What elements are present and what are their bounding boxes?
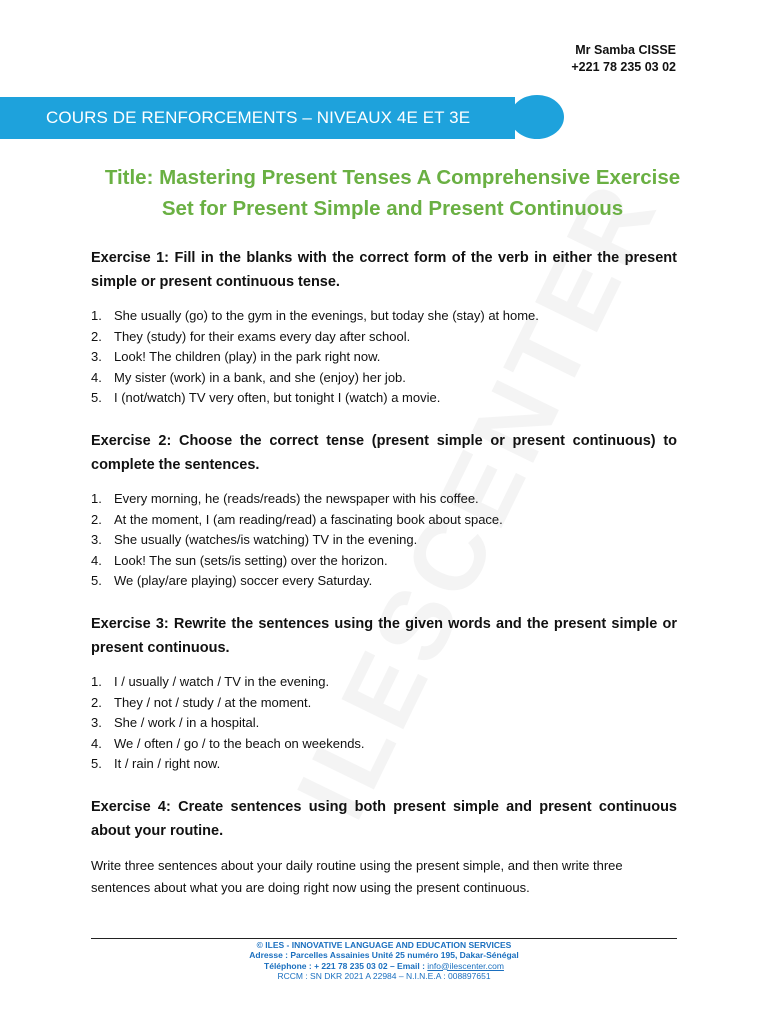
- exercise-4-instructions: Write three sentences about your daily routine using the present simple, and then write three sentences about what you are doing right now using the present continuous.: [91, 857, 623, 895]
- list-number: 5.: [91, 756, 102, 772]
- course-banner: COURS DE RENFORCEMENTS – NIVEAUX 4E ET 3E: [0, 97, 515, 139]
- list-item-text: She / work / in a hospital.: [114, 715, 260, 731]
- list-number: 1.: [91, 308, 102, 323]
- list-item-text: At the moment, I (am reading/read) a fascinating book about space.: [114, 511, 503, 527]
- list-item-text: It / rain / right now.: [114, 756, 221, 772]
- exercise-3-heading: Exercise 3: Rewrite the sentences using the given words and the present simple or present continuous.: [91, 615, 677, 656]
- exercise-4-heading: Exercise 4: Create sentences using both present simple and present continuous about your routine.: [91, 798, 677, 839]
- list-item-text: Every morning, he (reads/reads) the newspaper with his coffee.: [114, 490, 479, 506]
- exercise-1-heading: Exercise 1: Fill in the blanks with the correct form of the verb in either the present simple or present continuous tense.: [91, 250, 677, 290]
- list-item: [91, 734, 677, 755]
- list-item: [91, 327, 677, 348]
- list-number: 1.: [91, 490, 102, 506]
- list-item-text: Look! The sun (sets/is setting) over the horizon.: [114, 552, 388, 568]
- list-item: [91, 713, 677, 734]
- list-item-text: I / usually / watch / TV in the evening.: [114, 673, 330, 689]
- page-title: [60, 162, 725, 224]
- list-item-text: I (not/watch) TV very often, but tonight I (watch) a movie.: [114, 390, 441, 406]
- footer-divider: [91, 938, 677, 939]
- list-number: 2.: [91, 328, 102, 344]
- exercise-2-heading: Exercise 2: Choose the correct tense (present simple or present continuous) to complete the sentences.: [91, 432, 677, 473]
- list-item: [91, 693, 677, 714]
- exercise-1: [91, 246, 677, 409]
- list-item: [91, 672, 677, 693]
- exercise-2-list: [91, 489, 677, 592]
- list-item: [91, 489, 677, 510]
- list-item-text: My sister (work) in a bank, and she (enjoy) her job.: [114, 369, 406, 385]
- list-item-text: They / not / study / at the moment.: [114, 694, 312, 710]
- list-item: [91, 571, 677, 592]
- list-item: [91, 368, 677, 389]
- list-item: [91, 510, 677, 531]
- list-item: [91, 754, 677, 775]
- list-number: 3.: [91, 349, 102, 365]
- list-number: 3.: [91, 715, 102, 731]
- exercise-2: [91, 429, 677, 592]
- list-number: 4.: [91, 552, 102, 568]
- list-number: 3.: [91, 532, 102, 548]
- footer-organization: © ILES - INNOVATIVE LANGUAGE AND EDUCATION SERVICES: [256, 940, 512, 950]
- list-item: [91, 551, 677, 572]
- list-number: 2.: [91, 694, 102, 710]
- author-phone: +221 78 235 03 02: [571, 60, 676, 74]
- banner-ellipse-decoration: [510, 95, 564, 139]
- footer-phone: Téléphone : + 221 78 235 03 02 – Email :: [264, 960, 428, 971]
- list-item-text: They (study) for their exams every day after school.: [114, 328, 411, 344]
- list-item-text: We (play/are playing) soccer every Saturday.: [114, 573, 373, 589]
- author-block: [571, 42, 676, 76]
- exercise-3-list: [91, 672, 677, 775]
- exercise-1-list: [91, 306, 677, 409]
- list-number: 5.: [91, 390, 102, 406]
- list-item-text: She usually (watches/is watching) TV in the evening.: [114, 532, 418, 548]
- footer-email-link[interactable]: info@ilescenter.com: [427, 960, 504, 971]
- footer-address: Adresse : Parcelles Assainies Unité 25 numéro 195, Dakar-Sénégal: [249, 950, 519, 961]
- list-item: [91, 530, 677, 551]
- list-number: 1.: [91, 673, 102, 689]
- list-item-text: We / often / go / to the beach on weekends.: [114, 735, 365, 751]
- author-name: Mr Samba CISSE: [575, 43, 676, 57]
- list-number: 4.: [91, 735, 102, 751]
- footer-contact: [91, 961, 677, 971]
- title-line-2: Set for Present Simple and Present Continuous: [161, 197, 624, 220]
- footer-registration: RCCM : SN DKR 2021 A 22984 – N.I.N.E.A : 008897651: [277, 970, 491, 981]
- list-number: 5.: [91, 573, 102, 589]
- list-item-text: She usually (go) to the gym in the evenings, but today she (stay) at home.: [114, 308, 539, 323]
- list-item: [91, 306, 677, 327]
- list-item: [91, 388, 677, 409]
- list-item: [91, 347, 677, 368]
- page-footer: [91, 940, 677, 981]
- list-number: 2.: [91, 511, 102, 527]
- exercise-4: [91, 795, 677, 899]
- exercise-3: [91, 612, 677, 775]
- list-number: 4.: [91, 369, 102, 385]
- exercise-content: [91, 246, 677, 912]
- list-item-text: Look! The children (play) in the park right now.: [114, 349, 381, 365]
- title-line-1: Title: Mastering Present Tenses A Comprehensive Exercise: [104, 166, 681, 189]
